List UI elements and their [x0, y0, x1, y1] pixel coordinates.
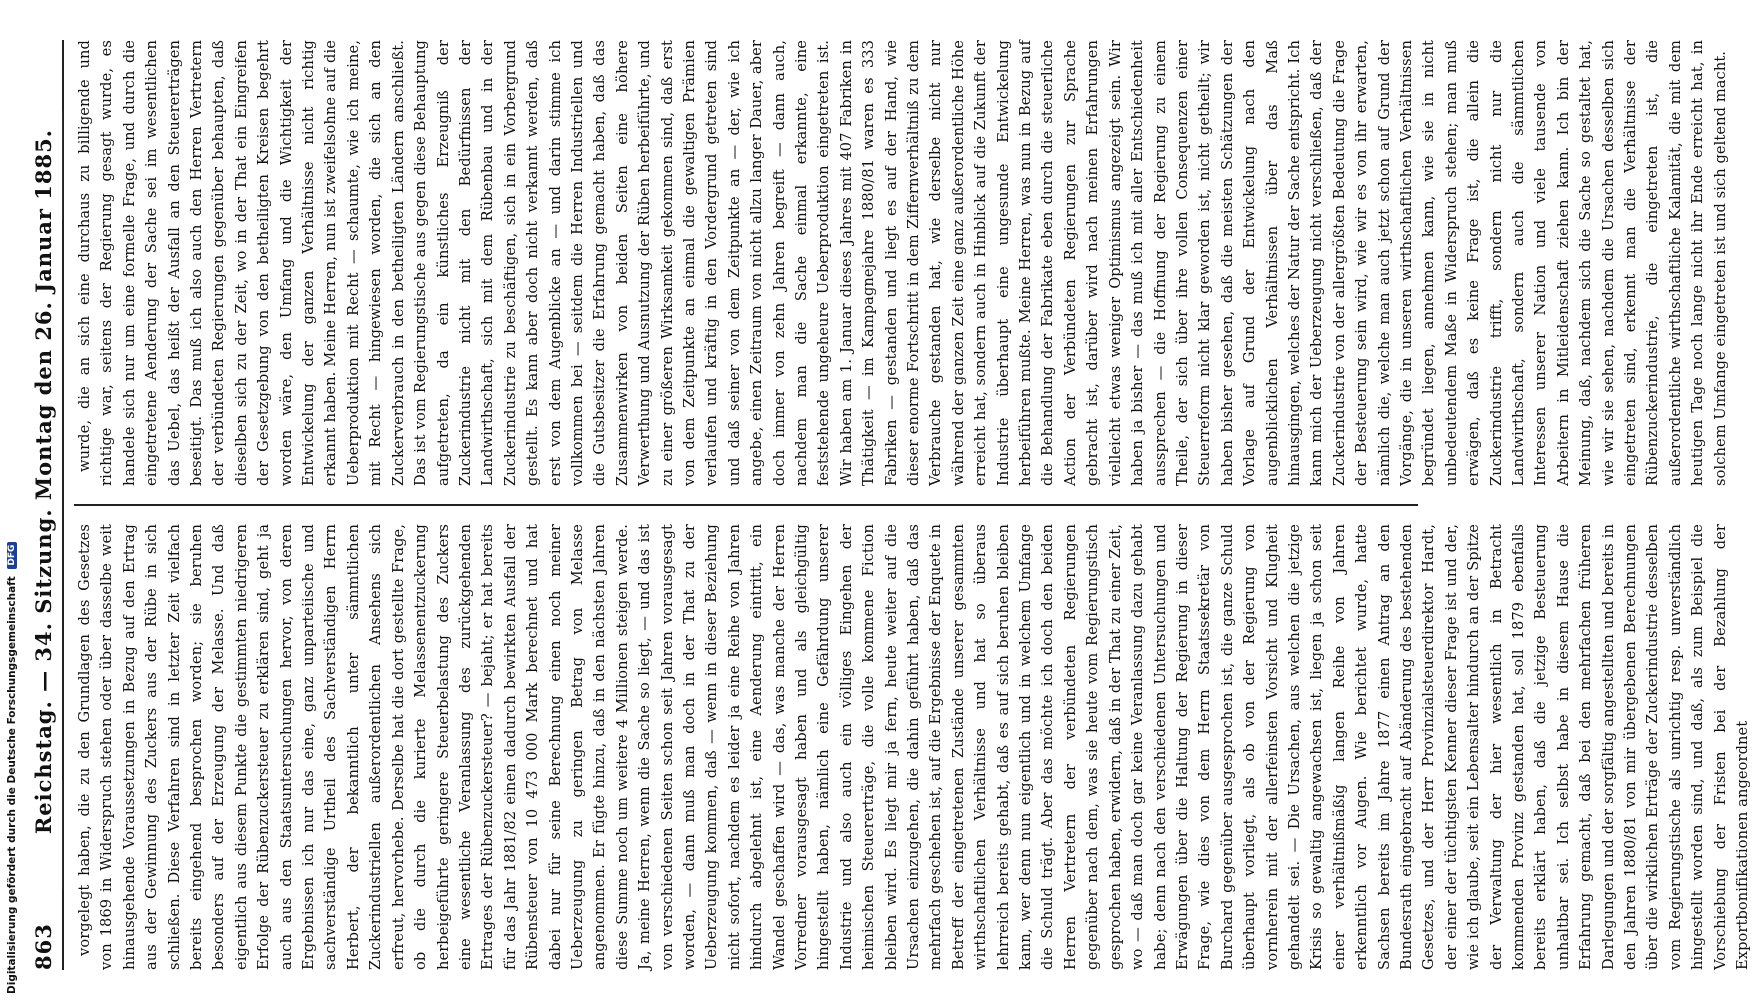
text-column-right — [74, 40, 1729, 486]
page-header — [16, 40, 64, 970]
dfg-logo-icon: DFG — [7, 542, 17, 569]
header-rule-left — [62, 780, 63, 890]
page-title: Reichstag. — 34. Sitzung. Montag den 26. Januar 1885. — [31, 129, 56, 835]
header-rules — [62, 110, 63, 890]
column-divider — [74, 504, 1418, 506]
page-number: 863 — [31, 923, 56, 970]
digitization-credit-strip — [0, 0, 22, 1000]
header-rule-right — [62, 110, 63, 220]
column-text: vorgelegt haben, die zu den Grundlagen des Gesetzes von 1869 in Widerspruch stehen oder über dasselbe weit hinausgehende Voraussetzungen in Bezug auf den Ertrag aus der Gewinnung des Zuckers aus der Rübe in sich schließen. Diese Verfahren sind in letzter Zeit vielfach bereits eingehend besprochen worden; sie beruhen besonders auf der Erzeugung der Melasse. Und daß eigentlich aus diesem Punkte die gestimmten niedrigeren Erfolge der Rübenzuckersteuer zu erklären sind, geht ja auch aus den Staatsuntersuchungen hervor, von deren Ergebnissen ich nur das eine, ganz unparteiische und sachverständige Urtheil des Sachverständigen Herrn Herbert, der bekanntlich unter sämmtlichen Zuckerindustriellen außerordentlichen Ansehens sich erfreut, hervorhebe. Derselbe hat die dort gestellte Frage, ob die durch die kurierte Melassenentzuckerung herbeigeführte geringere Steuerbelastung des Zuckers eine wesentliche Veranlassung des zurückgehenden Ertrages der Rübenzuckersteuer? — bejaht; er hat bereits für das Jahr 1881/82 einen dadurch bewirkten Ausfall der Rübensteuer von 10 473 000 Mark berechnet und hat dabei nur für seine Berechnung einen noch meiner Ueberzeugung zu geringen Betrag von Melasse angenommen. Er fügte hinzu, daß in den nächsten Jahren diese Summe noch um weitere 4 Millionen steigen werde. Ja, meine Herren, wenn die Sache so liegt, — und das ist von verschiedenen Seiten schon seit Jahren vorausgesagt worden, — dann muß man doch in der That zu der Ueberzeugung kommen, daß — wenn in dieser Beziehung nicht sofort, nachdem es leider ja eine Reihe von Jahren hindurch abgelehnt ist, eine Aenderung eintritt, ein Wandel geschaffen wird — das, was manche der Herren Vorredner vorausgesagt haben und als gleichgültig hingestellt haben, nämlich eine Gefährdung unserer Industrie und also auch ein völliges Eingehen der heimischen Steuererträge, die volle kommene Fiction bleiben wird. Es liegt mir ja fern, heute weiter auf die Ursachen einzugehen, die dahin geführt haben, daß das mehrfach geschehen ist, auf die Ergebnisse der Enquete in Betreff der eingetretenen Zustände unserer gesammten wirthschaftlichen Verhältnisse und hat so überaus lehrreich bereits gehabt, daß es auf sich beruhen bleiben kann, wer denn nun eigentlich und in welchem Umfange die Schuld trägt. Aber das möchte ich doch den beiden Herren Vertretern der verbündeten Regierungen gegenüber nach dem, was sie heute vom Regierungstisch gesprochen haben, erwidern, daß in der That zu einer Zeit, wo — daß man doch gar keine Veranlassung dazu gehabt habe; denn nach den verschiedenen Untersuchungen und Erwägungen über die Haltung der Regierung in dieser Frage, wie dies von dem Herrn Staatssekretär von Burchard gegenüber ausgesprochen ist, die ganze Schuld überhaupt vorliegt, als ob von der Regierung von vornherein mit der allerfeinsten Vorsicht und Klugheit gehandelt sei. — Die Ursachen, aus welchen die jetzige Krisis so gewaltig angewachsen ist, liegen ja schon seit einer verhältnißmäßig langen Reihe von Jahren erkenntlich vor Augen. Wie berichtet wurde, hatte Sachsen bereits im Jahre 1877 einen Antrag an den Bundesrath eingebracht auf Abänderung des bestehenden Gesetzes, und der Herr Provinzialsteuerdirektor Hardt, der einer der tüchtigsten Kenner dieser Frage ist und der, wie ich glaube, seit ein Lebensalter hindurch an der Spitze der Verwaltung der hier wesentlich in Betracht kommenden Provinz gestanden hat, soll 1879 ebenfalls bereits erklärt haben, daß die jetzige Besteuerung unhaltbar sei. Ich selbst habe in diesem Hause die Erfahrung gemacht, daß bei den mehrfachen früheren Darlegungen und der sorgfältig angestellten und bereits in den Jahren 1880/81 von mir übergebenen Berechnungen über die wirklichen Erträge der Zuckerindustrie desselben vom Regierungstische als unrichtig resp. unverständlich hingestellt worden sind, und daß, als zum Beispiel die Vorschiebung der Fristen bei der Bezahlung der Exportbonifikationen angeordnet — [76, 524, 1752, 970]
column-text: wurde, die an sich eine durchaus zu billigende und richtige war, seitens der Regierung gesagt wurde, es handele sich nur um eine formelle Frage, und durch die eingetretene Aenderung der Sache sei im wesentlichen das Uebel, das heißt der Ausfall an den Steuererträgen beseitigt. Das muß ich also auch den Herren Vertretern der verbündeten Regierungen gegenüber behaupten, daß dieselben sich zu der Zeit, wo in der That ein Eingreifen der Gesetzgebung von den betheiligten Kreisen begehrt worden wäre, den Umfang und die Wichtigkeit der Entwickelung der ganzen Verhältnisse nicht richtig erkannt haben. Meine Herren, nun ist zweifelsohne auf die Ueberproduktion mit Recht — schaumte, wie ich meine, mit Recht — hingewiesen worden, die sich an den Zuckerverbrauch in den betheiligten Ländern anschließt. Das ist vom Regierungstische aus gegen diese Behauptung aufgetreten, da ein künstliches Erzeugniß der Zuckerindustrie nicht mit den Bedürfnissen der Landwirthschaft, sich mit dem Rübenbau und in der Zuckerindustrie zu beschäftigen, sich in ein Vorbergrund gestellt. Es kann aber doch nicht verkannt werden, daß erst von dem Augenblicke an — und darin stimme ich vollkommen bei — seitdem die Herren Industriellen und die Gutsbesitzer die Erfahrung gemacht haben, daß das Zusammenwirken von beiden Seiten eine höhere Verwerthung und Ausnutzung der Rüben herbeiführte, und zu einer größeren Wirksamkeit gekommen sind, daß erst von dem Zeitpunkte an einmal die gewaltigen Prämien verlaufen und kräftig in den Vordergrund getreten sind und daß seiner von dem Zeitpunkte an — der, wie ich angebe, einen Zeitraum von nicht allzu langer Dauer, aber doch immer von zehn Jahren begreift — dann auch, nachdem man die Sache einmal erkannte, eine feststehende ungeheure Ueberproduktion eingetreten ist. Wir haben am 1. Januar dieses Jahres mit 407 Fabriken in Thätigkeit — im Kampagnejahre 1880/81 waren es 333 Fabriken — gestanden und liegt es auf der Hand, wie dieser enorme Fortschritt in dem Ziffernverhältniß zu dem Verbrauche gestanden hat, wie derselbe nicht nur während der ganzen Zeit eine ganz außerordentliche Höhe erreicht hat, sondern auch in Hinblick auf die Zukunft der Industrie überhaupt eine ungesunde Entwickelung herbeiführen mußte. Meine Herren, was nun in Bezug auf die Behandlung der Fabrikate eben durch die steuerliche Action der Verbündeten Regierungen zur Sprache gebracht ist, darüber wird nach meinen Erfahrungen vielleicht etwas weniger Optimismus angezeigt sein. Wir haben ja bisher — das muß ich mit aller Entschiedenheit aussprechen — die Hoffnung der Regierung zu einem Theile, der sich über ihre vollen Consequenzen einer Steuerreform nicht klar geworden ist, nicht getheilt; wir haben bisher gesehen, daß die meisten Schätzungen der Vorlage auf Grund der Entwickelung nach den augenblicklichen Verhältnissen über das Maß hinausgingen, welches der Natur der Sache entspricht. Ich kann mich der Ueberzeugung nicht verschließen, daß der Zuckerindustrie von der allergrößten Bedeutung die Frage der Besteuerung sein wird, wie wir es von ihr erwarten, nämlich die, welche man auch jetzt schon auf Grund der Vorgänge, die in unseren wirthschaftlichen Verhältnissen begründet liegen, annehmen kann, wie sie in nicht unbedeutendem Maße in Widerspruch stehen; man muß erwägen, daß es keine Frage ist, die allein die Zuckerindustrie trifft, sondern nicht nur die Landwirthschaft, sondern auch die sämmtlichen Interessen unserer Nation und viele tausende von Arbeitern in Mitleidenschaft ziehen kann. Ich bin der Meinung, daß, nachdem sich die Sache so gestaltet hat, wie wir sie sehen, nachdem die Ursachen desselben sich eingetreten sind, erkennt man die Verhältnisse der Rübenzuckerindustrie, die eingetreten ist, die außerordentliche wirthschaftliche Kalamität, die mit dem heutigen Tage noch lange nicht ihr Ende erreicht hat, in solchem Umfange eingetreten ist und sich geltend macht. — [76, 40, 1729, 486]
text-column-left — [74, 524, 1752, 970]
digitization-credit — [6, 542, 18, 994]
credit-text: Digitalisierung gefördert durch die Deutsche Forschungsgemeinschaft — [6, 576, 18, 994]
text-columns — [74, 40, 1752, 970]
